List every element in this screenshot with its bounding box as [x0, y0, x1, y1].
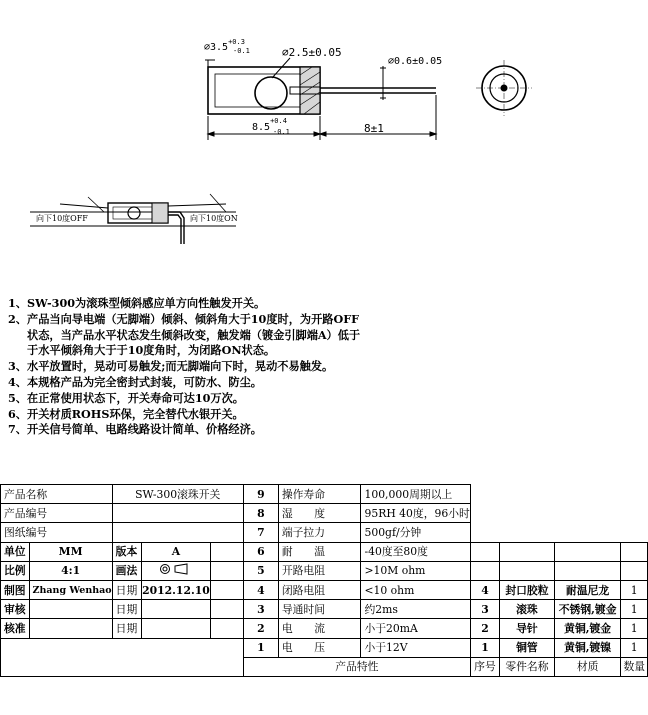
projection-icon	[158, 563, 194, 575]
case-diameter-dim: $\emptyset 3.5^{+0.3}$	[204, 38, 245, 53]
pin-diameter-dim: ∅0.6±0.05	[388, 56, 443, 67]
rolling-ball	[255, 77, 287, 109]
case-diameter-tol-lower: -0.1	[233, 47, 250, 55]
case-length-tol-lower: -0.1	[273, 128, 290, 136]
technical-drawing	[0, 0, 648, 290]
ball-diameter-dim: ∅2.5±0.05	[282, 46, 342, 59]
note-item: 5、 在正常使用状态下，开关寿命可达10万次。	[8, 390, 244, 405]
product-name-label: 产品名称	[1, 485, 113, 504]
pin-length-dim: 8±1	[364, 122, 384, 135]
tilt-off-label: 向下10度OFF	[36, 214, 88, 223]
notes-list	[8, 296, 368, 438]
specs-footer: 产品特性	[243, 657, 470, 676]
drawing-no-label: 图纸编号	[1, 523, 113, 542]
table-row: 产品特性 序号 零件名称 材质 数量	[1, 657, 648, 676]
table-row: 产品编号 8 湿 度 95RH 40度，96小时	[1, 504, 648, 523]
note-item: 6、 开关材质ROHS环保，完全替代水银开关。	[8, 406, 244, 421]
tilt-on-label: 向下10度ON	[190, 214, 238, 223]
note-item: 2、 产品当向导电端（无脚端）倾斜、倾斜角大于10度时，为开路OFF状态，当产品水平状态发生倾斜改变，触发端（镀金引脚端A）低于于水平倾斜角大于于10度角时，为闭路ON状态。	[8, 311, 361, 358]
table-row: 制图 Zhang Wenhao 日期 2012.12.10 4 闭路电阻 <10 ohm 4 封口胶粒 耐温尼龙 1	[1, 580, 648, 599]
table-row: 单位 MM 版本 A 6 耐 温 -40度至80度	[1, 542, 648, 561]
note-item: 1、 SW-300为滚珠型倾斜感应单方向性触发开关。	[8, 296, 266, 310]
product-name-value: SW-300滚珠开关	[112, 485, 243, 504]
table-row: 核准 日期 2 电 流 小于20mA 2 导针 黄铜,镀金 1	[1, 619, 648, 638]
note-item: 3、 水平放置时，晃动可易触发;而无脚端向下时，晃动不易触发。	[8, 359, 334, 374]
table-row: 1 电 压 小于12V 1 铜管 黄铜,镀镍 1	[1, 638, 648, 657]
table-row: 产品名称 SW-300滚珠开关 9 操作寿命 100,000周期以上	[1, 485, 648, 504]
product-no-label: 产品编号	[1, 504, 113, 523]
note-item: 7、 开关信号简单、电路线路设计简单、价格经济。	[8, 422, 262, 437]
table-row: 审核 日期 3 导通时间 约2ms 3 滚珠 不锈钢,镀金 1	[1, 600, 648, 619]
table-row: 图纸编号 7 端子拉力 500gf/分钟	[1, 523, 648, 542]
note-item: 4、 本规格产品为完全密封式封装，可防水、防尘。	[8, 374, 262, 389]
projection-symbol	[142, 561, 211, 580]
title-block-table	[0, 484, 648, 677]
case-length-dim: $8.5^{+0.4}$	[252, 117, 287, 133]
table-row: 比例 4:1 画法 5 开路电阻 >10M ohm	[1, 561, 648, 580]
